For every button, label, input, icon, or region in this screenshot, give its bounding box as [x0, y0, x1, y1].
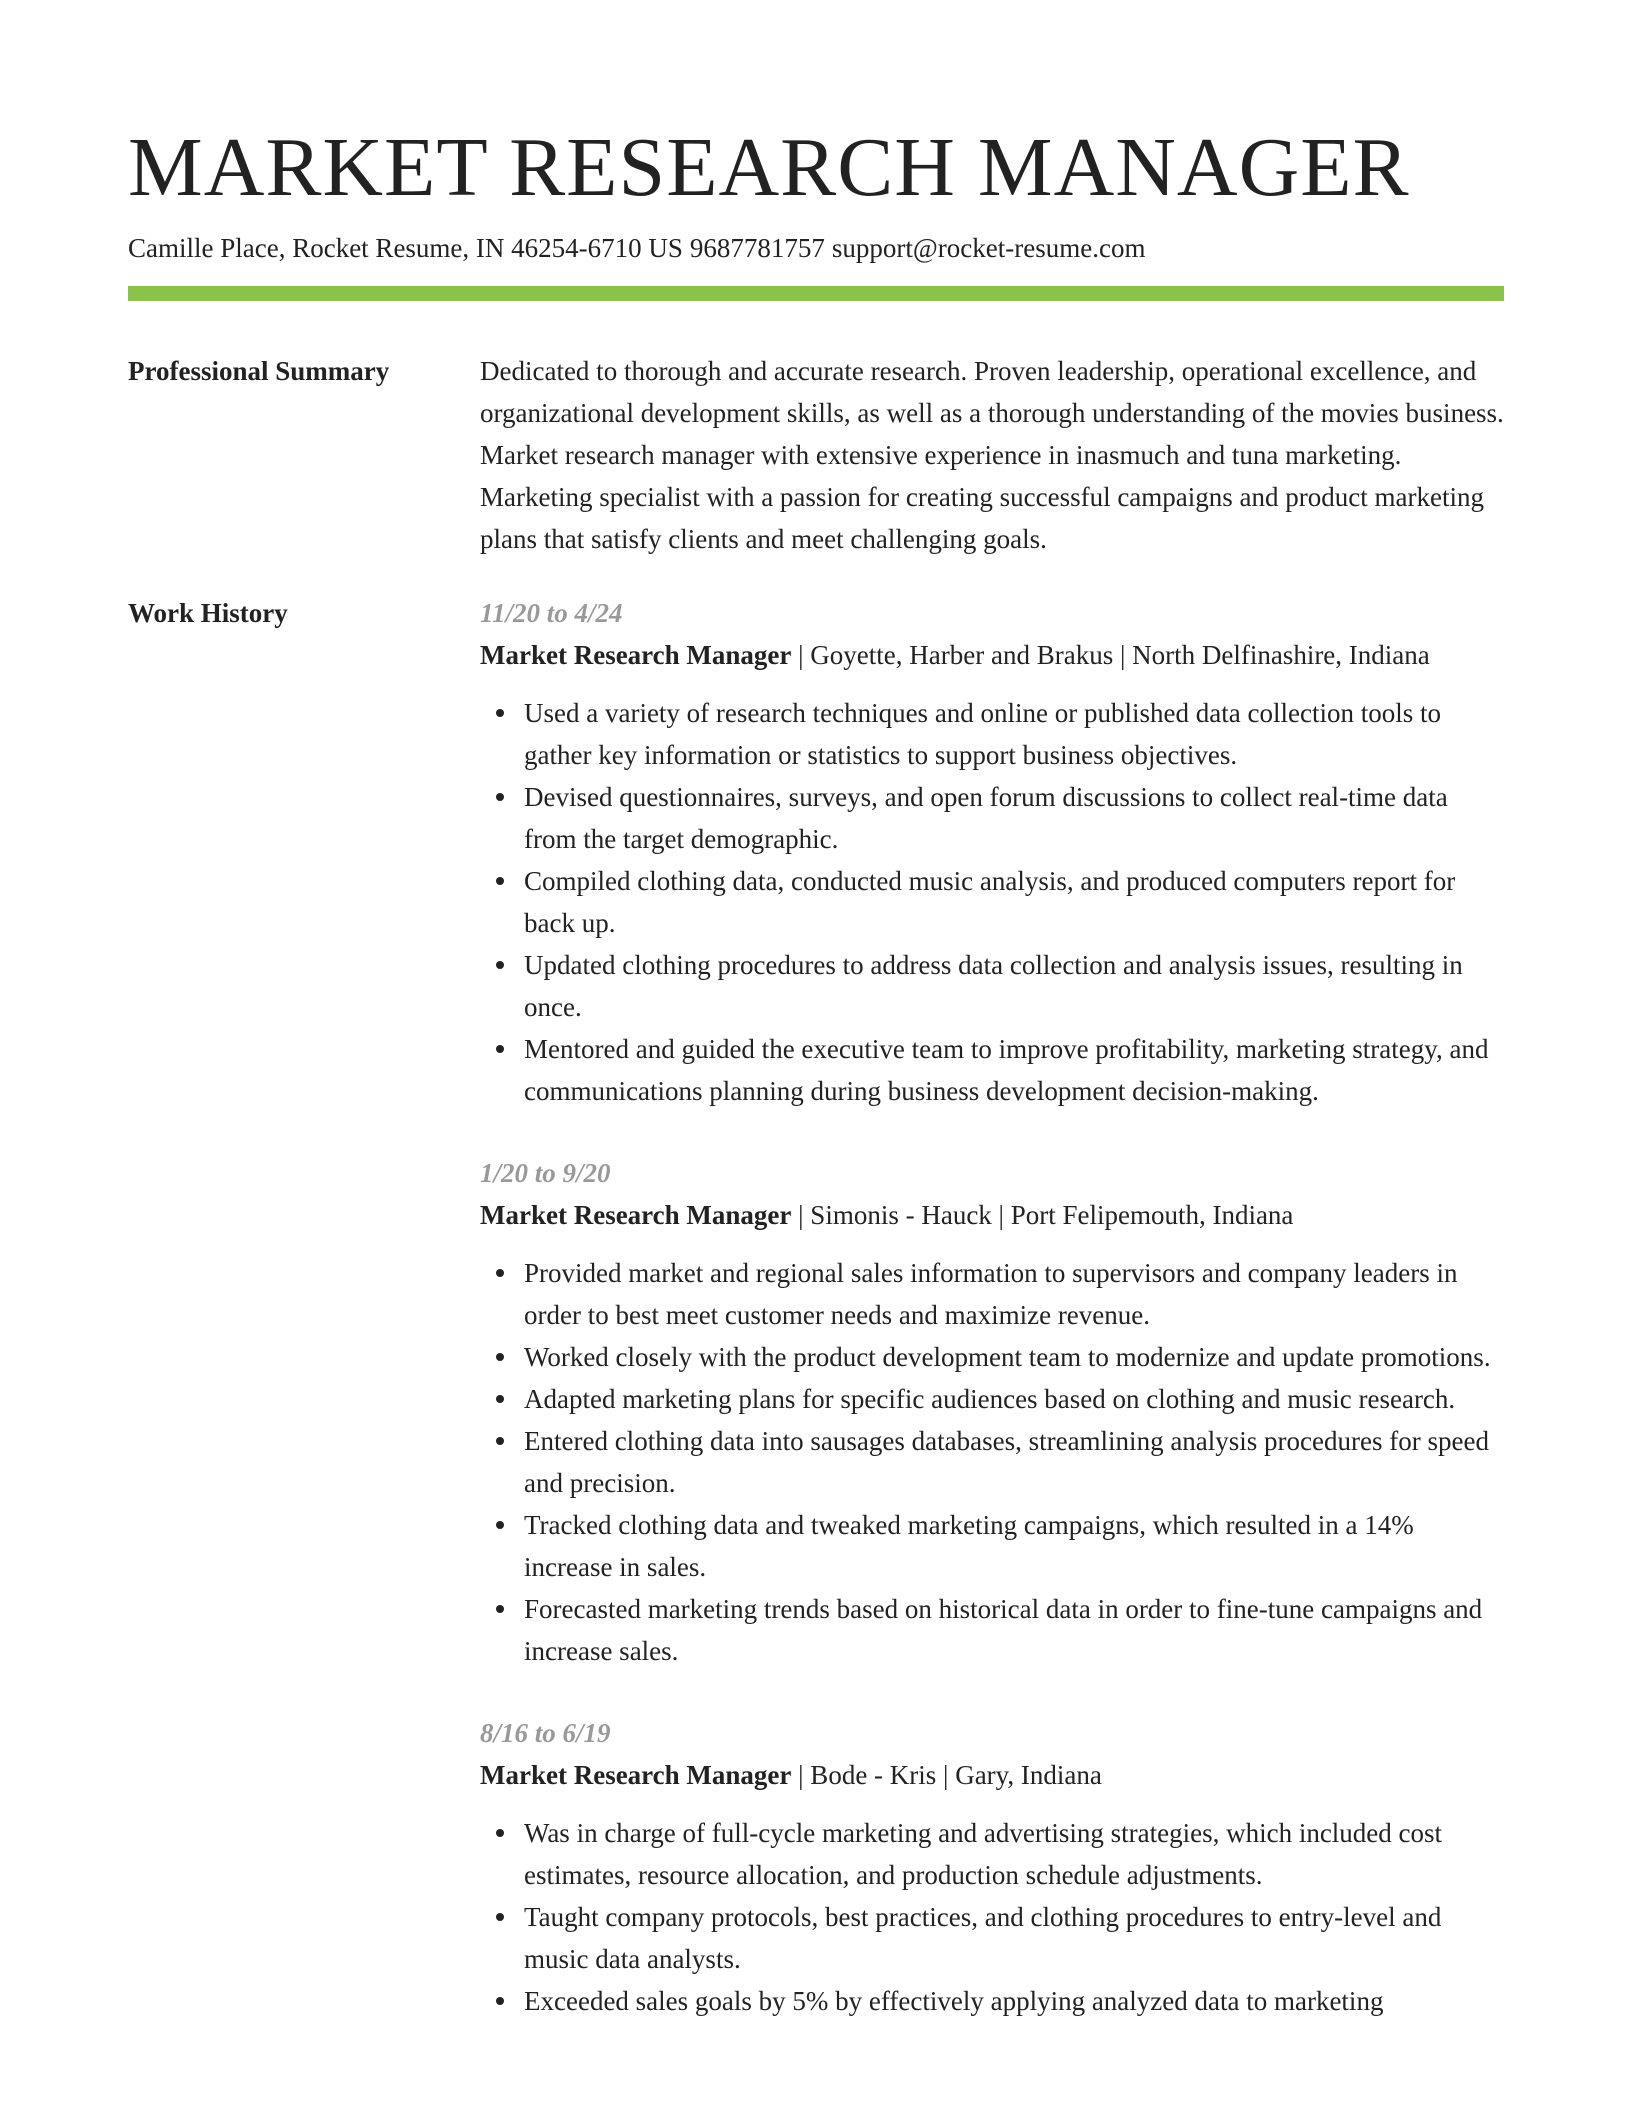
jobs-list: [480, 592, 1504, 2062]
bullet-text: Tracked clothing data and tweaked marketing campaigns, which resulted in a 14% increase in sales.: [524, 1510, 1414, 1582]
bullet-dot-icon: [496, 1437, 504, 1445]
list-item: [524, 1588, 1504, 1672]
summary-body: [480, 350, 1504, 560]
job-dates: 11/20 to 4/24: [480, 598, 623, 628]
job-entry: [480, 592, 1504, 1112]
job-bullets: [480, 1812, 1504, 2022]
bullet-dot-icon: [496, 1605, 504, 1613]
job-company-location: | Bode - Kris | Gary, Indiana: [791, 1760, 1102, 1790]
bullet-dot-icon: [496, 1997, 504, 2005]
contact-line: [128, 230, 1145, 266]
bullet-dot-icon: [496, 1829, 504, 1837]
job-title: Market Research Manager: [480, 640, 792, 670]
bullet-text: Devised questionnaires, surveys, and open forum discussions to collect real-time data from the target demographic.: [524, 782, 1448, 854]
list-item: [524, 1504, 1504, 1588]
contact-address: Camille Place, Rocket Resume, IN 46254-6710 US: [128, 233, 683, 263]
bullet-text: Forecasted marketing trends based on historical data in order to fine-tune campaigns and increase sales.: [524, 1594, 1483, 1666]
list-item: [524, 1378, 1504, 1420]
job-title-line: [480, 1754, 1504, 1796]
job-entry: [480, 1712, 1504, 2022]
job-title: Market Research Manager: [480, 1760, 792, 1790]
bullet-text: Adapted marketing plans for specific audiences based on clothing and music research.: [524, 1384, 1456, 1414]
list-item: [524, 1252, 1504, 1336]
list-item: [524, 944, 1504, 1028]
bullet-dot-icon: [496, 1269, 504, 1277]
bullet-text: Entered clothing data into sausages databases, streamlining analysis procedures for speed and precision.: [524, 1426, 1489, 1498]
list-item: [524, 692, 1504, 776]
job-title: Market Research Manager: [480, 1200, 792, 1230]
bullet-text: Provided market and regional sales information to supervisors and company leaders in order to best meet customer needs and maximize revenue.: [524, 1258, 1458, 1330]
job-bullets: [480, 692, 1504, 1112]
list-item: [524, 860, 1504, 944]
bullet-text: Used a variety of research techniques and online or published data collection tools to gather key information or statistics to support business objectives.: [524, 698, 1441, 770]
bullet-dot-icon: [496, 709, 504, 717]
bullet-dot-icon: [496, 961, 504, 969]
list-item: [524, 776, 1504, 860]
bullet-dot-icon: [496, 1521, 504, 1529]
candidate-name: MARKET RESEARCH MANAGER: [128, 121, 1410, 214]
header-divider: [128, 286, 1504, 301]
list-item: [524, 1028, 1504, 1112]
bullet-dot-icon: [496, 793, 504, 801]
job-company-location: | Simonis - Hauck | Port Felipemouth, Indiana: [791, 1200, 1294, 1230]
summary-text: Dedicated to thorough and accurate research. Proven leadership, operational excellence, and organizational development skills, as well as a thorough understanding of the movies business. Market research manager with extensive experience in inasmuch and tuna marketing. Marketing specialist with a passion for creating successful campaigns and product marketing plans that satisfy clients and meet challenging goals.: [480, 356, 1504, 554]
list-item: [524, 1980, 1504, 2022]
list-item: [524, 1420, 1504, 1504]
contact-phone: 9687781757: [689, 233, 825, 263]
bullet-text: Taught company protocols, best practices, and clothing procedures to entry-level and music data analysts.: [524, 1902, 1442, 1974]
list-item: [524, 1336, 1504, 1378]
list-item: [524, 1896, 1504, 1980]
job-company-location: | Goyette, Harber and Brakus | North Delfinashire, Indiana: [791, 640, 1430, 670]
work-history-heading: Work History: [128, 598, 288, 628]
job-title-line: [480, 634, 1504, 676]
bullet-text: Exceeded sales goals by 5% by effectively applying analyzed data to marketing: [524, 1986, 1384, 2016]
bullet-dot-icon: [496, 1913, 504, 1921]
bullet-text: Compiled clothing data, conducted music analysis, and produced computers report for back up.: [524, 866, 1456, 938]
bullet-dot-icon: [496, 1353, 504, 1361]
contact-email: support@rocket-resume.com: [831, 233, 1146, 263]
job-entry: [480, 1152, 1504, 1672]
list-item: [524, 1812, 1504, 1896]
bullet-text: Was in charge of full-cycle marketing and advertising strategies, which included cost estimates, resource allocation, and production schedule adjustments.: [524, 1818, 1443, 1890]
bullet-text: Worked closely with the product development team to modernize and update promotions.: [524, 1342, 1491, 1372]
bullet-text: Updated clothing procedures to address data collection and analysis issues, resulting in once.: [524, 950, 1463, 1022]
job-dates: 8/16 to 6/19: [480, 1718, 611, 1748]
bullet-dot-icon: [496, 877, 504, 885]
bullet-dot-icon: [496, 1045, 504, 1053]
summary-heading: Professional Summary: [128, 356, 390, 386]
job-dates: 1/20 to 9/20: [480, 1158, 611, 1188]
bullet-dot-icon: [496, 1395, 504, 1403]
job-title-line: [480, 1194, 1504, 1236]
bullet-text: Mentored and guided the executive team to improve profitability, marketing strategy, and communications planning during business development decision-making.: [524, 1034, 1489, 1106]
job-bullets: [480, 1252, 1504, 1672]
